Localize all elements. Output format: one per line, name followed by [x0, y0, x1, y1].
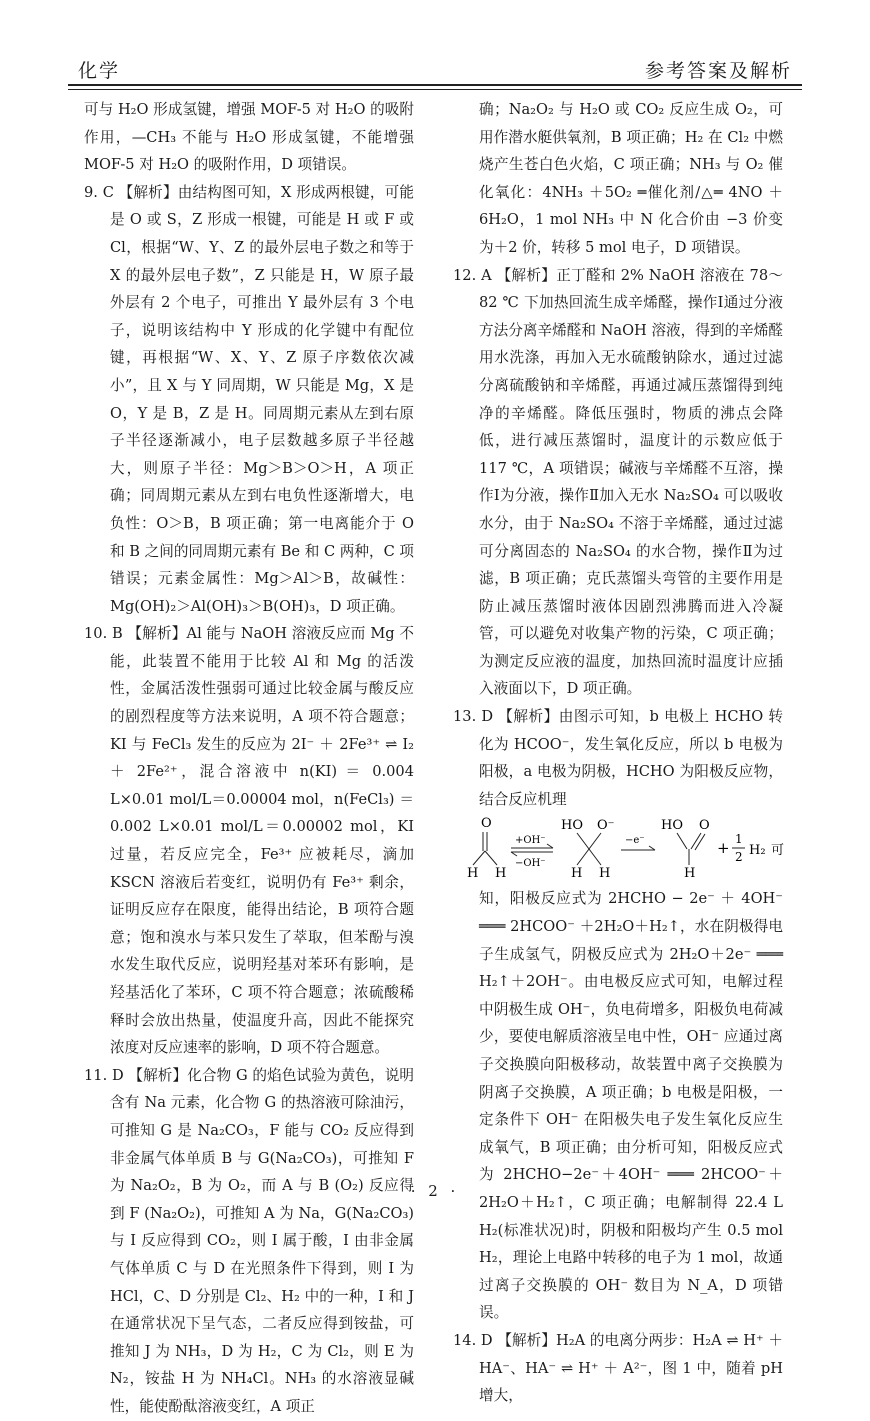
- header-rule-thin: [68, 89, 802, 90]
- subject-title: 化学: [78, 60, 121, 82]
- page-number: · 2 ·: [410, 1182, 460, 1200]
- intermediate-h-a: H: [571, 866, 583, 882]
- intermediate-o-minus: O⁻: [597, 818, 615, 834]
- arrow1-top-label: +OH⁻: [515, 835, 546, 847]
- formaldehyde-h-right: H: [495, 866, 507, 882]
- formate-ho: HO: [661, 818, 683, 834]
- answer-q14: 14. D 【解析】H₂A 的电离分两步：H₂A ⇌ H⁺ ＋ HA⁻、HA⁻ ⇌ H⁺ ＋ A²⁻，图 1 中，随着 pH 增大，: [453, 1331, 783, 1405]
- answer-q13-part2: 知，阳极反应式为 2HCHO − 2e⁻ ＋ 4OH⁻ ═══ 2HCOO⁻ ＋2H₂O＋H₂↑，水在阴极得电子生成氢气，阴极反应式为 2H₂O＋2e⁻ ═══ H₂↑＋2OH⁻。由电极反应式可知，电解过程中阴极生成 OH⁻，负电荷增多，阳极负电荷减少，要使电解质溶液呈电中性，OH⁻ 应通过离子交换膜向阳极移动，故装置中离子交换膜为阴离子交换膜，A 项正确；b 电极是阳极，一定条件下 OH⁻ 在阳极失电子发生氧化反应生成氧气，B 项正确；由分析可知，阳极反应式为 2HCHO−2e⁻＋4OH⁻ ═══ 2HCOO⁻＋2H₂O＋H₂↑，C 项正确；电解制得 22.4 L H₂(标准状况)时，阴极和阳极均产生 0.5 mol H₂，理论上电路中转移的电子为 1 mol，故通过离子交换膜的 OH⁻ 数目为 N_A，D 项错误。: [479, 890, 783, 1322]
- hydrogen-product: H₂: [749, 843, 766, 859]
- paragraph-q8-end: 可与 H₂O 形成氢键，增强 MOF-5 对 H₂O 的吸附作用，—CH₃ 不能与 H₂O 形成氢键，不能增强 MOF-5 对 H₂O 的吸附作用，D 项错误。: [84, 101, 414, 174]
- answer-q13-part1: 13. D 【解析】由图示可知，b 电极上 HCHO 转化为 HCOO⁻，发生氧化反应，所以 b 电极为阳极，a 电极为阴极，HCHO 为阳极反应物，结合反应机理: [453, 708, 783, 808]
- scheme-tail-text: 可: [771, 843, 785, 859]
- answer-q12: 12. A 【解析】正丁醛和 2% NaOH 溶液在 78～82 ℃ 下加热回流生成辛烯醛，操作Ⅰ通过分液方法分离辛烯醛和 NaOH 溶液，得到的辛烯醛用水洗涤，再加入无水硫酸钠除水，通过过滤分离硫酸钠和辛烯醛，再通过减压蒸馏得到纯净的辛烯醛。降低压强时，物质的沸点会降低，进行减压蒸馏时，温度计的示数应低于 117 ℃，A 项错误；碱液与辛烯醛不互溶，操作Ⅰ为分液，操作Ⅱ加入无水 Na₂SO₄ 可以吸收水分，由于 Na₂SO₄ 不溶于辛烯醛，通过过滤可分离固态的 Na₂SO₄ 的水合物，操作Ⅱ为过滤，B 项正确；克氏蒸馏头弯管的主要作用是防止减压蒸馏时液体因剧烈沸腾而进入冷凝管，可以避免对收集产物的污染，C 项正确；为测定反应液的温度，加热回流时温度计应插入液面以下，D 项正确。: [453, 266, 783, 698]
- arrow1-bottom-label: −OH⁻: [515, 858, 546, 870]
- formaldehyde-o: O: [481, 816, 492, 832]
- mechanism-diagram: [465, 813, 785, 883]
- plus-sign: +: [717, 839, 730, 858]
- page-header: [68, 50, 802, 86]
- answer-q11: 11. D 【解析】化合物 G 的焰色试验为黄色，说明含有 Na 元素，化合物 G 的热溶液可除油污，可推知 G 是 Na₂CO₃，F 能与 CO₂ 反应得到非金属气体单质 B 与 G(Na₂CO₃)，可推知 F 为 Na₂O₂，B 为 O₂，而 A 与 B (O₂) 反应得到 F (Na₂O₂)，可推知 A 为 Na，G(Na₂CO₃) 与 I 反应得到 CO₂，则 I 属于酸，I 由非金属气体单质 C 与 D 在光照条件下得到，则 I 为 HCl，C、D 分别是 Cl₂、H₂ 中的一种，I 和 J 在通常状况下呈气态，二者反应得到铵盐，可推知 J 为 NH₃，D 为 H₂，C 为 Cl₂，则 E 为 N₂，铵盐 H 为 NH₄Cl。NH₃ 的水溶液显碱性，能使酚酞溶液变红，A 项正: [84, 1066, 414, 1415]
- formate-o: O: [699, 818, 710, 834]
- arrow2-top-label: −e⁻: [625, 835, 645, 847]
- header-rule-thick: [68, 84, 802, 86]
- fraction-numerator: 1: [735, 832, 743, 847]
- answer-q9: 9. C 【解析】由结构图可知，X 形成两根键，可能是 O 或 S，Z 形成一根键，可能是 H 或 F 或 Cl，根据“W、Y、Z 的最外层电子数之和等于 X 的最外层电子数”，Z 只能是 H，W 原子最外层有 2 个电子，可推出 Y 最外层有 3 个电子，说明该结构中 Y 形成的化学键中有配位键，再根据“W、X、Y、Z 原子序数依次减小”，且 X 与 Y 同周期，W 只能是 Mg，X 是 O，Y 是 B，Z 是 H。同周期元素从左到右原子半径逐渐减小，电子层数越多原子半径越大，则原子半径：Mg＞B＞O＞H，A 项正确；同周期元素从左到右电负性逐渐增大，电负性：O＞B，B 项正确；第一电离能介于 O 和 B 之间的同周期元素有 Be 和 C 两种，C 项错误；元素金属性：Mg＞Al＞B，故碱性：Mg(OH)₂＞Al(OH)₃＞B(OH)₃，D 项正确。: [84, 183, 414, 615]
- formate-h: H: [684, 866, 696, 882]
- left-column: [84, 96, 414, 1415]
- answer-q10: 10. B 【解析】Al 能与 NaOH 溶液反应而 Mg 不能，此装置不能用于比较 Al 和 Mg 的活泼性，金属活泼性强弱可通过比较金属与酸反应的剧烈程度等方法来说明，A 项不符合题意；KI 与 FeCl₃ 发生的反应为 2I⁻ ＋ 2Fe³⁺ ⇌ I₂ ＋ 2Fe²⁺，混合溶液中 n(KI) ＝ 0.004 L×0.01 mol/L＝0.00004 mol，n(FeCl₃) ＝ 0.002 L×0.01 mol/L＝0.00002 mol，KI 过量，若反应完全，Fe³⁺ 应被耗尽，滴加 KSCN 溶液后若变红，说明仍有 Fe³⁺ 剩余，证明反应存在限度，能得出结论，B 项符合题意；饱和溴水与苯只发生了萃取，但苯酚与溴水发生取代反应，说明羟基对苯环有影响，是羟基活化了苯环，C 项不符合题意；浓硫酸稀释时会放出热量，使温度升高，因此不能探究浓度对反应速率的影响，D 项不符合题意。: [84, 625, 414, 1057]
- section-title: 参考答案及解析: [644, 60, 792, 82]
- reaction-mechanism-scheme: [453, 813, 783, 883]
- formaldehyde-h-left: H: [467, 866, 479, 882]
- fraction-denominator: 2: [735, 850, 743, 865]
- paragraph-q11-end: 确；Na₂O₂ 与 H₂O 或 CO₂ 反应生成 O₂，可用作潜水艇供氧剂，B 项正确；H₂ 在 Cl₂ 中燃烧产生苍白色火焰，C 项正确；NH₃ 与 O₂ 催化氧化：4NH₃ ＋5O₂ ═催化剂/△═ 4NO ＋ 6H₂O，1 mol NH₃ 中 N 化合价由 −3 价变为＋2 价，转移 5 mol 电子，D 项错误。: [479, 101, 783, 256]
- intermediate-h-b: H: [599, 866, 611, 882]
- intermediate-ho: HO: [561, 818, 583, 834]
- right-column: [453, 96, 785, 1405]
